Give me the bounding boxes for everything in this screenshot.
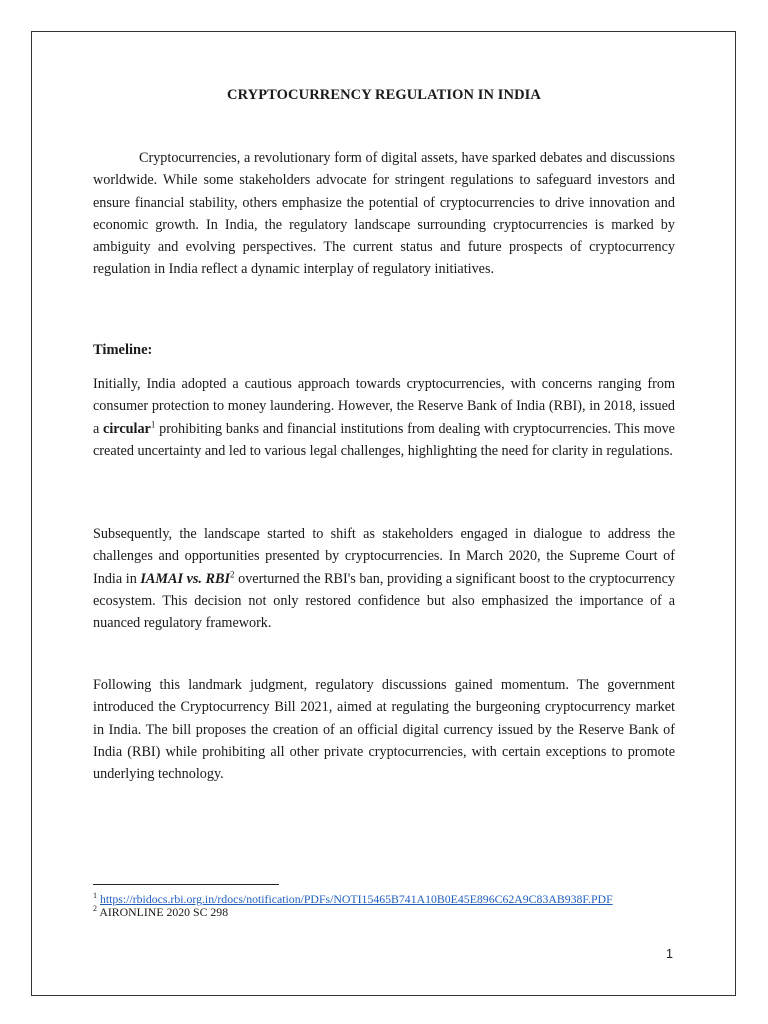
timeline-paragraph-3: Following this landmark judgment, regulatory discussions gained momentum. The government introduced the Cryptocurrency Bill 2021, aimed at regulating the burgeoning cryptocurrency market in India. The bill proposes the creation of an official digital currency issued by the Reserve Bank of India (RBI) while prohibiting all other private cryptocurrencies, with certain exceptions to promote underlying technology. [93, 677, 675, 783]
footnote-1-number: 1 [93, 891, 97, 901]
page-number: 1 [666, 947, 673, 961]
timeline-paragraph-2-text-b: overturned the RBI's ban, providing a significant boost to the cryptocurrency ecosystem. This decision not only restored confidence but also emphasized the importance of a nuanced regulatory framework. [93, 570, 675, 632]
timeline-heading: Timeline: [93, 342, 153, 358]
timeline-paragraph-1 [93, 373, 675, 462]
timeline-paragraph-1-text-a: Initially, India adopted a cautious approach towards cryptocurrencies, with concerns ranging from consumer protection to money laundering. However, the Reserve Bank of India (RBI), in 2018, issued a [93, 376, 675, 437]
document-title: CRYPTOCURRENCY REGULATION IN INDIA [227, 87, 541, 103]
case-name: IAMAI vs. RBI [140, 570, 230, 587]
timeline-paragraph-1-text-b: prohibiting banks and financial institutions from dealing with cryptocurrencies. This move created uncertainty and led to various legal challenges, highlighting the need for clarity in regulations. [93, 420, 675, 459]
timeline-paragraph-2-text-a: Subsequently, the landscape started to shift as stakeholders engaged in dialogue to address the challenges and opportunities presented by cryptocurrencies. In March 2020, the Supreme Court of India in [93, 526, 675, 587]
footnote-ref-2[interactable]: 2 [230, 568, 235, 579]
footnote-separator [93, 884, 279, 885]
footnote-2-number: 2 [93, 904, 97, 914]
footnote-1 [93, 892, 613, 906]
footnote-2-text: AIRONLINE 2020 SC 298 [99, 905, 229, 919]
footnote-ref-1[interactable]: 1 [150, 418, 156, 429]
footnote-2 [93, 905, 228, 919]
footnote-1-link[interactable]: https://rbidocs.rbi.org.in/rdocs/notification/PDFs/NOTI15465B741A10B0E45E896C62A9C83AB938F.PDF [99, 892, 613, 906]
intro-paragraph: Cryptocurrencies, a revolutionary form of digital assets, have sparked debates and discussions worldwide. While some stakeholders advocate for stringent regulations to safeguard investors and ensure financial stability, others emphasize the potential of cryptocurrencies to drive innovation and economic growth. In India, the regulatory landscape surrounding cryptocurrencies is marked by ambiguity and evolving perspectives. The current status and future prospects of cryptocurrency regulation in India reflect a dynamic interplay of regulatory initiatives. [93, 150, 675, 278]
timeline-paragraph-2 [93, 523, 675, 634]
circular-term: circular [103, 420, 151, 437]
